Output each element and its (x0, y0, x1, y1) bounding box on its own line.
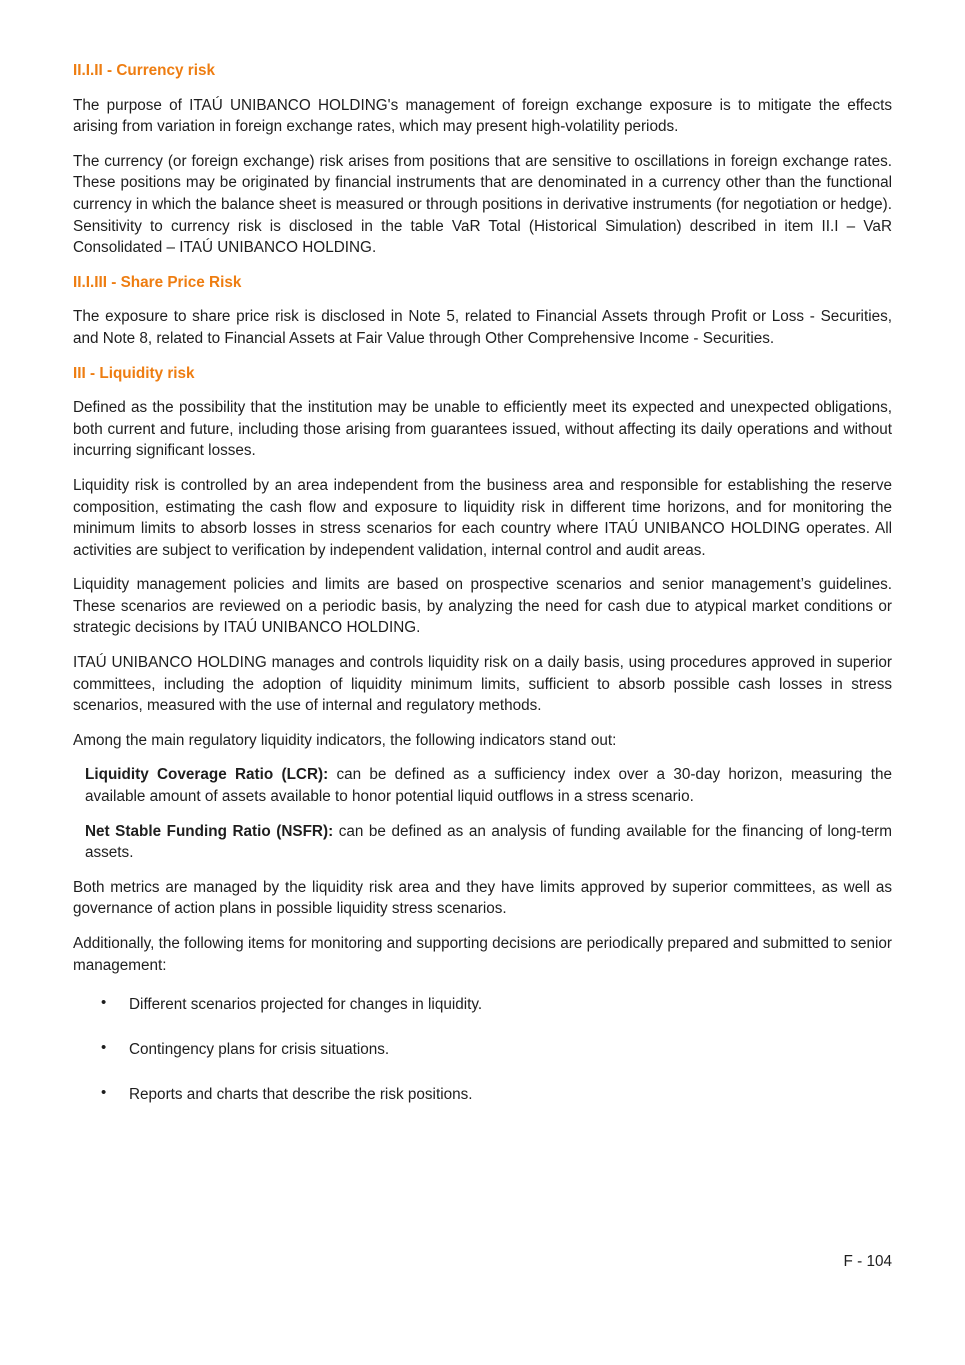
paragraph: Among the main regulatory liquidity indicators, the following indicators stand out: (73, 731, 617, 749)
paragraph: ITAÚ UNIBANCO HOLDING manages and controls liquidity risk on a daily basis, using procedures approved in superior committees, including the adoption of liquidity minimum limits, sufficient to absorb possible cash losses in stress scenarios, measured with the use of internal and regulatory methods. (73, 654, 892, 715)
document-page (73, 60, 892, 1129)
paragraph: The currency (or foreign exchange) risk arises from positions that are sensitive to oscillations in foreign exchange rates. These positions may be originated by financial instruments that are denominated in a currency other than the functional currency in which the balance sheet is measured or through positions in derivative instruments (for negotiation or hedge). Sensitivity to currency risk is disclosed in the table VaR Total (Historical Simulation) described in item II.I – VaR Consolidated – ITAÚ UNIBANCO HOLDING. (73, 152, 892, 257)
heading-currency-risk: II.I.II - Currency risk (73, 62, 215, 79)
paragraph: The exposure to share price risk is disclosed in Note 5, related to Financial Assets through Profit or Loss - Securities, and Note 8, related to Financial Assets at Fair Value through Other Comprehensive Income - Securities. (73, 308, 892, 347)
nsfr-definition (85, 821, 892, 864)
bullet-icon: • (101, 1039, 107, 1057)
lcr-text: can be defined as a sufficiency index over a 30-day horizon, measuring the available amount of assets available to honor potential liquid outflows in a stress scenario. (85, 766, 892, 806)
list-item (73, 994, 892, 1039)
heading-share-price-risk: II.I.III - Share Price Risk (73, 273, 242, 291)
list-item-text: Reports and charts that describe the risk positions. (129, 1086, 473, 1104)
page-number: F - 104 (843, 1253, 892, 1270)
monitoring-items-list (73, 994, 892, 1129)
lcr-term: Liquidity Coverage Ratio (LCR): (85, 766, 329, 784)
paragraph: The purpose of ITAÚ UNIBANCO HOLDING's management of foreign exchange exposure is to mitigate the effects arising from variation in foreign exchange rates, which may present high-volatility periods. (73, 96, 892, 136)
bullet-icon: • (101, 1084, 107, 1102)
lcr-definition (85, 764, 892, 807)
paragraph: Additionally, the following items for monitoring and supporting decisions are periodically prepared and submitted to senior management: (73, 935, 892, 974)
paragraph: Defined as the possibility that the institution may be unable to efficiently meet its expected and unexpected obligations, both current and future, including those arising from guarantees issued, without affecting its daily operations and without incurring significant losses. (73, 399, 892, 460)
bullet-icon: • (101, 994, 107, 1012)
paragraph: Liquidity risk is controlled by an area independent from the business area and responsible for establishing the reserve composition, estimating the cash flow and exposure to liquidity risk in different time horizons, and for monitoring the minimum limits to absorb losses in stress scenarios for each country where ITAÚ UNIBANCO HOLDING operates. All activities are subject to verification by independent validation, internal control and audit areas. (73, 476, 892, 559)
heading-liquidity-risk: III - Liquidity risk (73, 364, 195, 382)
list-item-text: Different scenarios projected for changes in liquidity. (129, 996, 483, 1014)
paragraph: Liquidity management policies and limits are based on prospective scenarios and senior management’s guidelines. These scenarios are reviewed on a periodic basis, by analyzing the need for cash due to atypical market conditions or strategic decisions by ITAÚ UNIBANCO HOLDING. (73, 576, 892, 637)
list-item (73, 1039, 892, 1084)
list-item (73, 1084, 892, 1129)
paragraph: Both metrics are managed by the liquidity risk area and they have limits approved by superior committees, as well as governance of action plans in possible liquidity stress scenarios. (73, 878, 892, 918)
list-item-text: Contingency plans for crisis situations. (129, 1041, 390, 1059)
nsfr-text: can be defined as an analysis of funding available for the financing of long-term assets. (85, 822, 892, 862)
nsfr-term: Net Stable Funding Ratio (NSFR): (85, 822, 334, 840)
